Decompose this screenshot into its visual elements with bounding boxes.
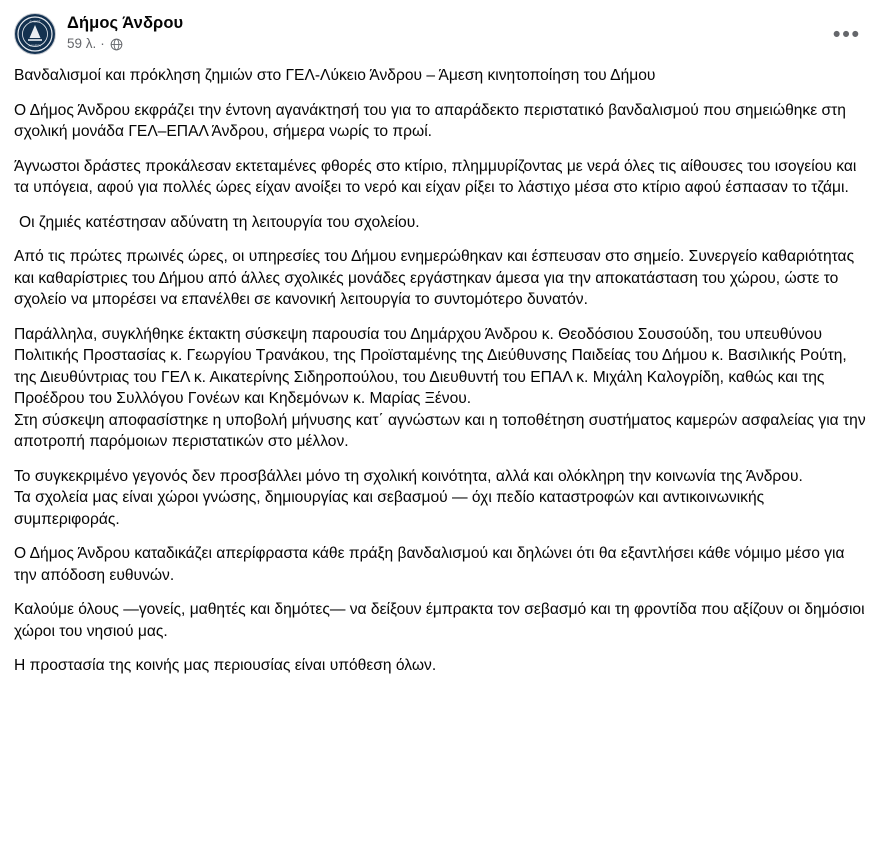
page-name[interactable]: Δήμος Άνδρου xyxy=(67,14,184,32)
post-meta xyxy=(67,35,183,53)
svg-text:ΑΝΔΡΟΥ: ΑΝΔΡΟΥ xyxy=(28,43,42,48)
post-header-text xyxy=(67,12,183,54)
svg-text:ΔΗΜΟΣ: ΔΗΜΟΣ xyxy=(29,19,41,24)
post-paragraph: Από τις πρώτες πρωινές ώρες, οι υπηρεσίες του Δήμου ενημερώθηκαν και έσπευσαν στο σημείο. Συνεργείο καθαριότητας και καθαρίστριες του Δήμου από άλλες σχολικές μονάδες εργάστηκαν άμεσα για την αποκατάσταση του χώρου, ώστε το σχολείο να μπορέσει να επανέλθει σε κανονική λειτουργία το συντομότερο δυνατόν. xyxy=(14,248,855,308)
post-paragraph: Οι ζημιές κατέστησαν αδύνατη τη λειτουργία του σχολείου. xyxy=(19,213,420,231)
post-header xyxy=(14,10,866,65)
post-paragraph: Άγνωστοι δράστες προκάλεσαν εκτεταμένες φθορές στο κτίριο, πλημμυρίζοντας με νερά όλες τις αίθουσες του ισογείου και τα υπόγεια, αφού για πολλές ώρες είχαν ανοίξει το νερό και είχαν ρίξει το λάστιχο μέσα στο κτίριο αφού έσπασαν το τζάμι. xyxy=(14,157,857,196)
post-timestamp[interactable]: 59 λ. xyxy=(67,36,97,51)
post-paragraph: Καλούμε όλους —γονείς, μαθητές και δημότες— να δείξουν έμπρακτα τον σεβασμό και τη φροντίδα που αξίζουν οι δημόσιοι χώροι του νησιού μας. xyxy=(14,601,865,640)
post-more-options-button[interactable]: ••• xyxy=(832,23,862,46)
post-paragraph: Η προστασία της κοινής μας περιουσίας είναι υπόθεση όλων. xyxy=(14,657,437,674)
post-body xyxy=(14,65,866,696)
post-paragraph-title: Βανδαλισμοί και πρόκληση ζημιών στο ΓΕΛ-Λύκειο Άνδρου – Άμεση κινητοποίηση του Δήμου xyxy=(14,67,656,84)
post-paragraph: Το συγκεκριμένο γεγονός δεν προσβάλλει μόνο τη σχολική κοινότητα, αλλά και ολόκληρη την κοινωνία της Άνδρου. xyxy=(14,467,803,485)
post-paragraph: Ο Δήμος Άνδρου εκφράζει την έντονη αγανάκτησή του για το απαράδεκτο περιστατικό βανδαλισμού που σημειώθηκε στη σχολική μονάδα ΓΕΛ–ΕΠΑΛ Άνδρου, σήμερα νωρίς το πρωί. xyxy=(14,101,846,140)
post-paragraph: Ο Δήμος Άνδρου καταδικάζει απερίφραστα κάθε πράξη βανδαλισμού και δηλώνει ότι θα εξαντλήσει κάθε νόμιμο μέσο για την απόδοση ευθυνών. xyxy=(14,545,845,584)
globe-icon[interactable] xyxy=(110,38,123,51)
avatar[interactable] xyxy=(14,13,56,55)
post-paragraph: Στη σύσκεψη αποφασίστηκε η υποβολή μήνυσης κατ΄ αγνώστων και η τοποθέτηση συστήματος καμερών ασφαλείας για την αποτροπή παρόμοιων περιστατικών στο μέλλον. xyxy=(14,411,866,450)
post-paragraph: Τα σχολεία μας είναι χώροι γνώσης, δημιουργίας και σεβασμού — όχι πεδίο καταστροφών και αντικοινωνικής συμπεριφοράς. xyxy=(14,489,765,528)
post-paragraph: Παράλληλα, συγκλήθηκε έκτακτη σύσκεψη παρουσία του Δημάρχου Άνδρου κ. Θεοδόσιου Σουσούδη, του υπευθύνου Πολιτικής Προστασίας κ. Γεωργίου Τρανάκου, της Προϊσταμένης της Διεύθυνσης Παιδείας του Δήμου κ. Βασιλικής Ρούτη, της Διευθύντριας του ΓΕΛ κ. Αικατερίνης Σιδηροπούλου, του Διευθυντή του ΕΠΑΛ κ. Μιχάλη Καλογρίδη, καθώς και της Προέδρου του Συλλόγου Γονέων και Κηδεμόνων κ. Μαρίας Ξένου. xyxy=(14,325,847,407)
meta-separator: · xyxy=(100,36,105,51)
